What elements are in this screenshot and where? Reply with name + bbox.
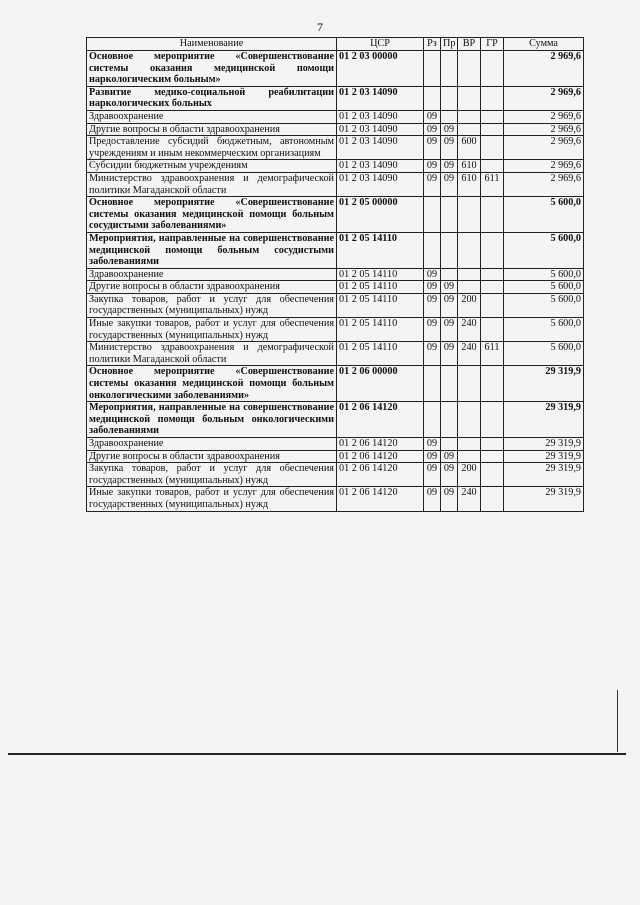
cell-rz	[424, 232, 441, 268]
cell-sum: 2 969,6	[504, 110, 584, 123]
cell-name: Основное мероприятие «Совершенствование системы оказания медицинской помощи наркологическим больным»	[87, 51, 337, 87]
cell-vr: 200	[458, 463, 481, 487]
cell-pr	[441, 366, 458, 402]
cell-pr: 09	[441, 172, 458, 196]
cell-gr	[481, 123, 504, 136]
cell-sum: 2 969,6	[504, 86, 584, 110]
cell-csr: 01 2 06 14120	[337, 450, 424, 463]
cell-csr: 01 2 05 14110	[337, 318, 424, 342]
cell-pr: 09	[441, 123, 458, 136]
cell-csr: 01 2 05 14110	[337, 293, 424, 317]
footer-rule	[8, 753, 626, 755]
cell-name: Другие вопросы в области здравоохранения	[87, 450, 337, 463]
table-row	[87, 342, 584, 366]
cell-gr	[481, 197, 504, 233]
header-gr: ГР	[481, 38, 504, 51]
cell-name: Иные закупки товаров, работ и услуг для обеспечения государственных (муниципальных) нужд	[87, 318, 337, 342]
cell-rz	[424, 402, 441, 438]
cell-sum: 2 969,6	[504, 123, 584, 136]
cell-vr	[458, 86, 481, 110]
cell-csr: 01 2 03 14090	[337, 136, 424, 160]
table-row	[87, 450, 584, 463]
header-csr: ЦСР	[337, 38, 424, 51]
cell-vr	[458, 232, 481, 268]
cell-vr	[458, 51, 481, 87]
cell-gr	[481, 487, 504, 511]
cell-gr: 611	[481, 342, 504, 366]
cell-gr: 611	[481, 172, 504, 196]
cell-sum: 2 969,6	[504, 51, 584, 87]
cell-csr: 01 2 06 14120	[337, 463, 424, 487]
cell-gr	[481, 110, 504, 123]
cell-csr: 01 2 05 14110	[337, 268, 424, 281]
cell-name: Закупка товаров, работ и услуг для обеспечения государственных (муниципальных) нужд	[87, 293, 337, 317]
cell-pr	[441, 86, 458, 110]
cell-csr: 01 2 03 14090	[337, 160, 424, 173]
cell-csr: 01 2 03 14090	[337, 123, 424, 136]
table-row	[87, 86, 584, 110]
cell-csr: 01 2 05 14110	[337, 232, 424, 268]
cell-vr: 240	[458, 318, 481, 342]
cell-rz: 09	[424, 110, 441, 123]
cell-vr: 200	[458, 293, 481, 317]
cell-pr	[441, 110, 458, 123]
cell-rz	[424, 51, 441, 87]
cell-sum: 2 969,6	[504, 160, 584, 173]
cell-name: Предоставление субсидий бюджетным, автономным учреждениям и иным некоммерческим организациям	[87, 136, 337, 160]
table-row	[87, 123, 584, 136]
cell-sum: 5 600,0	[504, 197, 584, 233]
cell-pr: 09	[441, 450, 458, 463]
cell-csr: 01 2 06 14120	[337, 438, 424, 451]
cell-rz	[424, 366, 441, 402]
cell-vr: 240	[458, 342, 481, 366]
cell-sum: 5 600,0	[504, 342, 584, 366]
cell-pr	[441, 232, 458, 268]
cell-rz: 09	[424, 123, 441, 136]
table-row	[87, 366, 584, 402]
table-row	[87, 110, 584, 123]
cell-gr	[481, 450, 504, 463]
cell-gr	[481, 86, 504, 110]
cell-gr	[481, 51, 504, 87]
cell-sum: 5 600,0	[504, 268, 584, 281]
table-row	[87, 268, 584, 281]
table-row	[87, 160, 584, 173]
cell-name: Мероприятия, направленные на совершенствование медицинской помощи больным сосудистыми заболеваниями	[87, 232, 337, 268]
cell-gr	[481, 463, 504, 487]
cell-name: Мероприятия, направленные на совершенствование медицинской помощи больным онкологическими заболеваниями	[87, 402, 337, 438]
table-row	[87, 487, 584, 511]
header-rz: Рз	[424, 38, 441, 51]
table-row	[87, 463, 584, 487]
cell-vr	[458, 268, 481, 281]
cell-rz	[424, 86, 441, 110]
cell-rz: 09	[424, 160, 441, 173]
table-row	[87, 172, 584, 196]
cell-name: Другие вопросы в области здравоохранения	[87, 281, 337, 294]
cell-vr	[458, 402, 481, 438]
cell-sum: 29 319,9	[504, 463, 584, 487]
cell-gr	[481, 438, 504, 451]
cell-rz: 09	[424, 487, 441, 511]
cell-name: Закупка товаров, работ и услуг для обеспечения государственных (муниципальных) нужд	[87, 463, 337, 487]
cell-csr: 01 2 03 00000	[337, 51, 424, 87]
cell-pr	[441, 438, 458, 451]
cell-vr	[458, 281, 481, 294]
cell-rz: 09	[424, 318, 441, 342]
budget-table	[86, 37, 584, 512]
table-row	[87, 438, 584, 451]
cell-sum: 29 319,9	[504, 366, 584, 402]
cell-gr	[481, 402, 504, 438]
cell-sum: 5 600,0	[504, 232, 584, 268]
cell-csr: 01 2 05 14110	[337, 281, 424, 294]
table-body	[87, 51, 584, 512]
table-row	[87, 281, 584, 294]
table-row	[87, 51, 584, 87]
cell-gr	[481, 318, 504, 342]
table-row	[87, 136, 584, 160]
cell-sum: 29 319,9	[504, 450, 584, 463]
cell-gr	[481, 293, 504, 317]
cell-rz: 09	[424, 342, 441, 366]
cell-gr	[481, 366, 504, 402]
cell-name: Иные закупки товаров, работ и услуг для обеспечения государственных (муниципальных) нужд	[87, 487, 337, 511]
cell-pr	[441, 197, 458, 233]
cell-pr: 09	[441, 342, 458, 366]
cell-name: Основное мероприятие «Совершенствование системы оказания медицинской помощи больным онкологическими заболеваниями»	[87, 366, 337, 402]
table-row	[87, 318, 584, 342]
cell-csr: 01 2 05 14110	[337, 342, 424, 366]
cell-gr	[481, 232, 504, 268]
cell-sum: 29 319,9	[504, 402, 584, 438]
cell-vr	[458, 450, 481, 463]
cell-vr	[458, 366, 481, 402]
cell-name: Здравоохранение	[87, 268, 337, 281]
cell-vr: 240	[458, 487, 481, 511]
cell-vr	[458, 123, 481, 136]
cell-pr: 09	[441, 136, 458, 160]
cell-vr	[458, 197, 481, 233]
cell-name: Министерство здравоохранения и демографической политики Магаданской области	[87, 342, 337, 366]
cell-pr	[441, 51, 458, 87]
cell-name: Здравоохранение	[87, 110, 337, 123]
cell-sum: 29 319,9	[504, 487, 584, 511]
cell-rz: 09	[424, 281, 441, 294]
cell-csr: 01 2 03 14090	[337, 86, 424, 110]
table-row	[87, 197, 584, 233]
cell-vr: 610	[458, 160, 481, 173]
cell-csr: 01 2 03 14090	[337, 110, 424, 123]
cell-sum: 2 969,6	[504, 136, 584, 160]
cell-csr: 01 2 06 14120	[337, 402, 424, 438]
cell-pr: 09	[441, 281, 458, 294]
cell-name: Другие вопросы в области здравоохранения	[87, 123, 337, 136]
cell-gr	[481, 160, 504, 173]
cell-sum: 29 319,9	[504, 438, 584, 451]
cell-csr: 01 2 06 14120	[337, 487, 424, 511]
cell-rz: 09	[424, 450, 441, 463]
margin-line	[617, 690, 618, 752]
page-number: 7	[317, 20, 323, 34]
header-name: Наименование	[87, 38, 337, 51]
cell-sum: 5 600,0	[504, 318, 584, 342]
cell-rz: 09	[424, 268, 441, 281]
table-row	[87, 402, 584, 438]
cell-gr	[481, 136, 504, 160]
header-pr: Пр	[441, 38, 458, 51]
cell-rz: 09	[424, 463, 441, 487]
cell-name: Субсидии бюджетным учреждениям	[87, 160, 337, 173]
cell-name: Развитие медико-социальной реабилитации наркологических больных	[87, 86, 337, 110]
cell-pr	[441, 268, 458, 281]
header-sum: Сумма	[504, 38, 584, 51]
cell-gr	[481, 281, 504, 294]
table-header-row	[87, 38, 584, 51]
cell-vr: 610	[458, 172, 481, 196]
cell-csr: 01 2 03 14090	[337, 172, 424, 196]
table-row	[87, 232, 584, 268]
cell-rz: 09	[424, 293, 441, 317]
cell-sum: 5 600,0	[504, 281, 584, 294]
cell-pr	[441, 402, 458, 438]
cell-rz: 09	[424, 438, 441, 451]
cell-rz	[424, 197, 441, 233]
cell-sum: 2 969,6	[504, 172, 584, 196]
cell-sum: 5 600,0	[504, 293, 584, 317]
cell-vr	[458, 110, 481, 123]
table-row	[87, 293, 584, 317]
cell-pr: 09	[441, 293, 458, 317]
cell-name: Здравоохранение	[87, 438, 337, 451]
cell-pr: 09	[441, 160, 458, 173]
cell-vr: 600	[458, 136, 481, 160]
cell-pr: 09	[441, 487, 458, 511]
cell-pr: 09	[441, 318, 458, 342]
header-vr: ВР	[458, 38, 481, 51]
cell-vr	[458, 438, 481, 451]
cell-pr: 09	[441, 463, 458, 487]
cell-name: Министерство здравоохранения и демографической политики Магаданской области	[87, 172, 337, 196]
cell-csr: 01 2 06 00000	[337, 366, 424, 402]
cell-name: Основное мероприятие «Совершенствование системы оказания медицинской помощи больным сосудистыми заболеваниями»	[87, 197, 337, 233]
cell-rz: 09	[424, 172, 441, 196]
cell-rz: 09	[424, 136, 441, 160]
cell-gr	[481, 268, 504, 281]
cell-csr: 01 2 05 00000	[337, 197, 424, 233]
